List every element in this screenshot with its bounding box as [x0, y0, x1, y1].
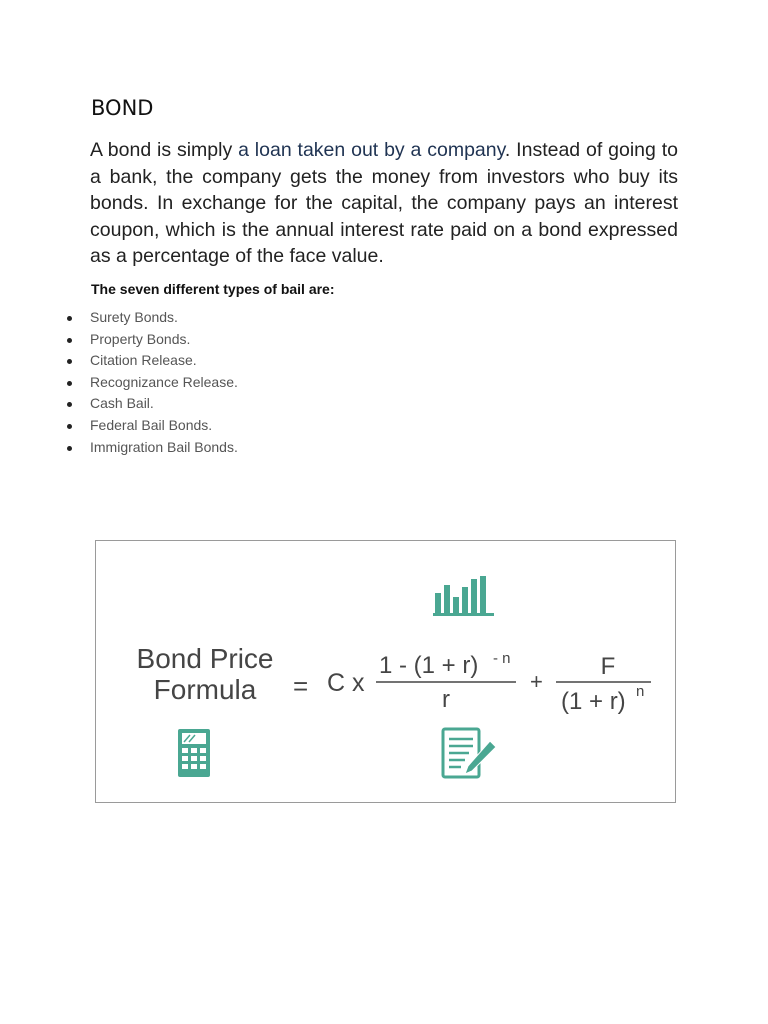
page-title: BOND — [91, 96, 154, 120]
intro-text-end: . Instead of going to a bank, the company gets the money from investors who buy its bonds. In exchange for the capital, the company pays an interest coupon, which is the annual interest rate paid on a bond expressed as a percentage of the face value. — [90, 139, 678, 267]
discount-exponent: n — [636, 683, 645, 700]
bond-price-formula-figure — [95, 540, 676, 803]
list-item: Citation Release. — [0, 350, 238, 372]
document-pencil-icon — [443, 729, 496, 777]
list-item: Immigration Bail Bonds. — [0, 437, 238, 459]
bail-types-heading: The seven different types of bail are: — [91, 281, 335, 297]
calculator-icon — [178, 729, 210, 777]
intro-text-start: A bond is simply — [90, 139, 239, 161]
bar-chart-icon — [433, 576, 494, 616]
face-value-f: F — [600, 653, 616, 680]
numerator-text: 1 - (1 + r) — [379, 652, 479, 679]
coupon-times: C x — [327, 669, 365, 697]
denominator-r: r — [442, 686, 450, 713]
list-item: Surety Bonds. — [0, 307, 238, 329]
numerator-exponent: - n — [493, 650, 511, 667]
list-item: Federal Bail Bonds. — [0, 415, 238, 437]
intro-paragraph — [90, 137, 678, 270]
formula-label-line1: Bond Price — [136, 643, 274, 674]
list-item: Cash Bail. — [0, 393, 238, 415]
formula-label-line2: Formula — [153, 674, 257, 705]
intro-highlight: a loan taken out by a company — [238, 139, 505, 161]
plus-sign: + — [530, 669, 543, 694]
formula-svg — [96, 541, 675, 802]
discount-text: (1 + r) — [561, 688, 626, 715]
equals-sign: = — [293, 671, 309, 701]
list-item: Property Bonds. — [0, 329, 238, 351]
list-item: Recognizance Release. — [0, 372, 238, 394]
bail-types-list — [0, 307, 238, 458]
